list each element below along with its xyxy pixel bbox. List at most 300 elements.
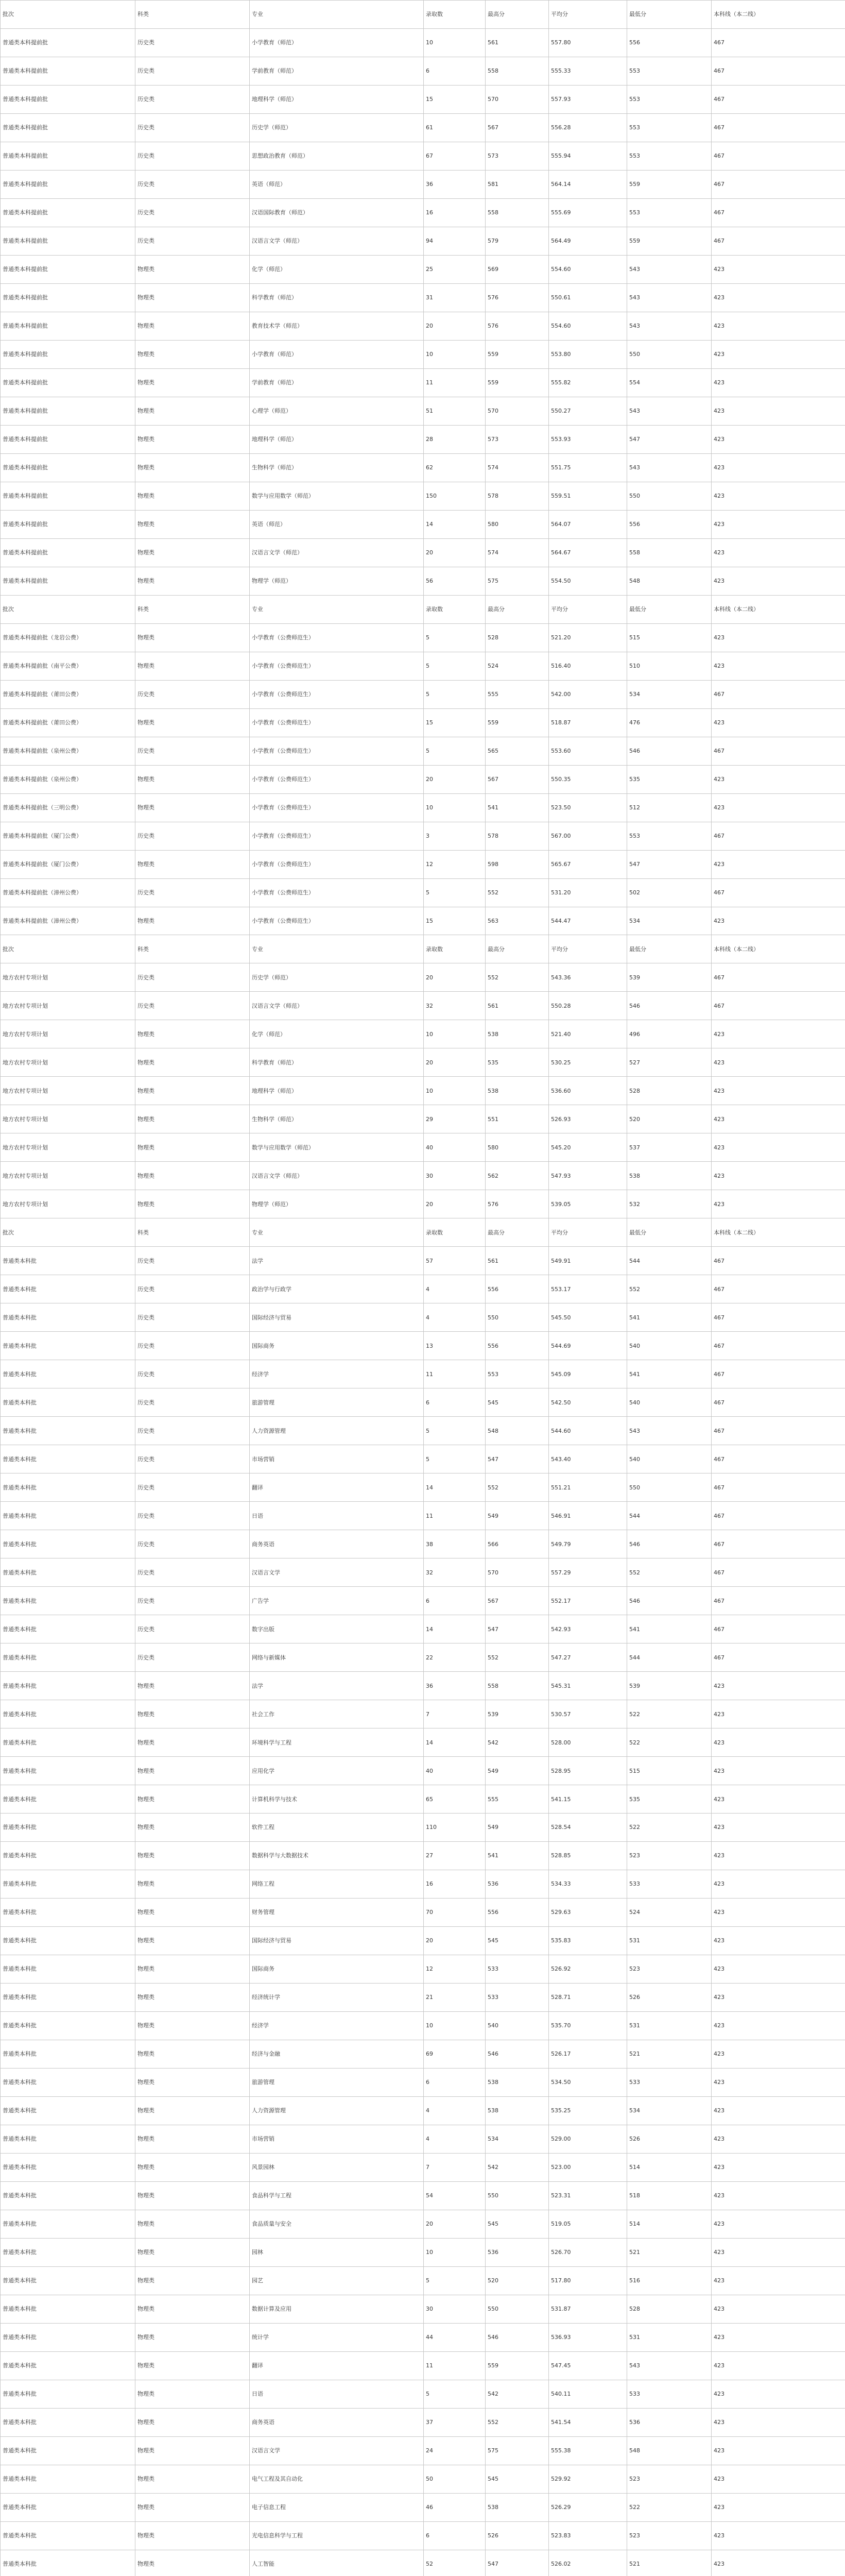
table-row (1, 2210, 845, 2238)
category-cell: 历史类 (135, 680, 250, 708)
table-row (1, 1303, 845, 1332)
major-cell: 市场营销 (250, 2125, 424, 2153)
max-score-cell: 538 (486, 2493, 549, 2521)
category-cell: 历史类 (135, 198, 250, 227)
cutoff-line-cell: 423 (712, 453, 845, 482)
major-cell: 经济与金融 (250, 2040, 424, 2068)
column-header-max-score: 最高分 (486, 1218, 549, 1247)
major-cell: 小学教育（公费师范生） (250, 652, 424, 680)
batch-cell: 普通类本科批 (1, 1473, 135, 1502)
min-score-cell: 553 (627, 85, 712, 113)
column-header-batch: 批次 (1, 1218, 135, 1247)
avg-score-cell: 546.91 (549, 1502, 627, 1530)
table-body (1, 1, 845, 2576)
max-score-cell: 555 (486, 1785, 549, 1814)
table-row (1, 680, 845, 708)
category-cell: 物理类 (135, 793, 250, 822)
major-cell: 心理学（师范） (250, 397, 424, 425)
table-row (1, 1955, 845, 1983)
table-row (1, 198, 845, 227)
column-header-major: 专业 (250, 1218, 424, 1247)
max-score-cell: 567 (486, 765, 549, 793)
min-score-cell: 540 (627, 1332, 712, 1360)
table-row (1, 1898, 845, 1926)
admitted-count-cell: 5 (424, 652, 486, 680)
table-row (1, 2436, 845, 2465)
table-row (1, 1672, 845, 1700)
major-cell: 社会工作 (250, 1700, 424, 1728)
batch-cell: 普通类本科提前批 (1, 340, 135, 368)
max-score-cell: 552 (486, 963, 549, 992)
table-row (1, 283, 845, 312)
cutoff-line-cell: 467 (712, 227, 845, 255)
cutoff-line-cell: 423 (712, 1048, 845, 1077)
batch-cell: 普通类本科批 (1, 2153, 135, 2181)
avg-score-cell: 521.20 (549, 623, 627, 652)
table-row (1, 623, 845, 652)
table-row (1, 2238, 845, 2266)
table-row (1, 538, 845, 567)
section-header-row (1, 595, 845, 623)
min-score-cell: 533 (627, 1870, 712, 1898)
batch-cell: 普通类本科批 (1, 2521, 135, 2550)
batch-cell: 普通类本科批 (1, 1926, 135, 1955)
column-header-major: 专业 (250, 595, 424, 623)
column-header-avg-score: 平均分 (549, 1218, 627, 1247)
major-cell: 数据计算及应用 (250, 2295, 424, 2323)
avg-score-cell: 518.87 (549, 708, 627, 737)
table-row (1, 2266, 845, 2295)
max-score-cell: 573 (486, 425, 549, 453)
min-score-cell: 527 (627, 1048, 712, 1077)
column-header-admitted-count: 录取数 (424, 935, 486, 963)
min-score-cell: 539 (627, 963, 712, 992)
category-cell: 历史类 (135, 1360, 250, 1388)
batch-cell: 普通类本科提前批 (1, 425, 135, 453)
admitted-count-cell: 25 (424, 255, 486, 283)
admitted-count-cell: 11 (424, 1502, 486, 1530)
admitted-count-cell: 4 (424, 1275, 486, 1303)
avg-score-cell: 534.50 (549, 2068, 627, 2096)
table-row (1, 765, 845, 793)
max-score-cell: 538 (486, 1077, 549, 1105)
table-row (1, 1247, 845, 1275)
admitted-count-cell: 20 (424, 538, 486, 567)
max-score-cell: 548 (486, 1417, 549, 1445)
min-score-cell: 537 (627, 1133, 712, 1162)
avg-score-cell: 535.25 (549, 2096, 627, 2125)
min-score-cell: 534 (627, 907, 712, 935)
avg-score-cell: 564.14 (549, 170, 627, 198)
max-score-cell: 574 (486, 538, 549, 567)
min-score-cell: 523 (627, 1841, 712, 1870)
avg-score-cell: 547.93 (549, 1162, 627, 1190)
batch-cell: 普通类本科提前批 (1, 85, 135, 113)
max-score-cell: 542 (486, 1728, 549, 1757)
max-score-cell: 534 (486, 2125, 549, 2153)
table-row (1, 57, 845, 85)
cutoff-line-cell: 423 (712, 1870, 845, 1898)
min-score-cell: 553 (627, 198, 712, 227)
column-header-cutoff-line: 本科线（本二线） (712, 1218, 845, 1247)
batch-cell: 地方农村专项计划 (1, 1077, 135, 1105)
max-score-cell: 549 (486, 1502, 549, 1530)
batch-cell: 普通类本科批 (1, 1417, 135, 1445)
table-row (1, 1133, 845, 1162)
max-score-cell: 559 (486, 340, 549, 368)
max-score-cell: 576 (486, 1190, 549, 1218)
category-cell: 物理类 (135, 368, 250, 397)
table-row (1, 113, 845, 142)
cutoff-line-cell: 423 (712, 1728, 845, 1757)
avg-score-cell: 523.00 (549, 2153, 627, 2181)
table-row (1, 1020, 845, 1048)
avg-score-cell: 553.93 (549, 425, 627, 453)
table-row (1, 1983, 845, 2011)
admitted-count-cell: 10 (424, 340, 486, 368)
avg-score-cell: 564.49 (549, 227, 627, 255)
min-score-cell: 522 (627, 1728, 712, 1757)
category-cell: 物理类 (135, 255, 250, 283)
category-cell: 历史类 (135, 1417, 250, 1445)
category-cell: 历史类 (135, 227, 250, 255)
major-cell: 小学教育（公费师范生） (250, 850, 424, 878)
max-score-cell: 570 (486, 1558, 549, 1587)
batch-cell: 普通类本科批 (1, 2351, 135, 2380)
category-cell: 物理类 (135, 567, 250, 595)
admitted-count-cell: 10 (424, 1020, 486, 1048)
cutoff-line-cell: 423 (712, 708, 845, 737)
section-header-row (1, 935, 845, 963)
admitted-count-cell: 51 (424, 397, 486, 425)
category-cell: 物理类 (135, 1785, 250, 1814)
column-header-avg-score: 平均分 (549, 935, 627, 963)
major-cell: 英语（师范） (250, 510, 424, 538)
avg-score-cell: 543.40 (549, 1445, 627, 1473)
table-row (1, 1445, 845, 1473)
avg-score-cell: 529.63 (549, 1898, 627, 1926)
batch-cell: 普通类本科批 (1, 1303, 135, 1332)
admitted-count-cell: 13 (424, 1332, 486, 1360)
max-score-cell: 567 (486, 1587, 549, 1615)
category-cell: 物理类 (135, 2521, 250, 2550)
max-score-cell: 561 (486, 992, 549, 1020)
max-score-cell: 540 (486, 2011, 549, 2040)
admitted-count-cell: 11 (424, 2351, 486, 2380)
cutoff-line-cell: 423 (712, 2181, 845, 2210)
max-score-cell: 551 (486, 1105, 549, 1133)
max-score-cell: 556 (486, 1275, 549, 1303)
table-row (1, 255, 845, 283)
cutoff-line-cell: 423 (712, 1841, 845, 1870)
table-row (1, 1785, 845, 1814)
batch-cell: 普通类本科提前批 (1, 170, 135, 198)
major-cell: 经济统计学 (250, 1983, 424, 2011)
avg-score-cell: 557.93 (549, 85, 627, 113)
major-cell: 法学 (250, 1672, 424, 1700)
major-cell: 国际经济与贸易 (250, 1926, 424, 1955)
min-score-cell: 546 (627, 1587, 712, 1615)
category-cell: 物理类 (135, 2550, 250, 2576)
cutoff-line-cell: 467 (712, 1247, 845, 1275)
avg-score-cell: 551.21 (549, 1473, 627, 1502)
batch-cell: 普通类本科提前批（泉州公费） (1, 737, 135, 765)
avg-score-cell: 544.69 (549, 1332, 627, 1360)
batch-cell: 普通类本科批 (1, 2465, 135, 2493)
min-score-cell: 524 (627, 1898, 712, 1926)
admitted-count-cell: 37 (424, 2408, 486, 2436)
min-score-cell: 531 (627, 2323, 712, 2351)
admitted-count-cell: 5 (424, 878, 486, 907)
major-cell: 小学教育（公费师范生） (250, 708, 424, 737)
category-cell: 物理类 (135, 2068, 250, 2096)
min-score-cell: 534 (627, 680, 712, 708)
cutoff-line-cell: 423 (712, 2153, 845, 2181)
category-cell: 物理类 (135, 2323, 250, 2351)
cutoff-line-cell: 467 (712, 878, 845, 907)
min-score-cell: 556 (627, 28, 712, 57)
column-header-cutoff-line: 本科线（本二线） (712, 1, 845, 29)
admitted-count-cell: 10 (424, 2011, 486, 2040)
category-cell: 物理类 (135, 482, 250, 510)
batch-cell: 普通类本科批 (1, 2068, 135, 2096)
batch-cell: 普通类本科批 (1, 1388, 135, 1417)
table-row (1, 85, 845, 113)
table-row (1, 2493, 845, 2521)
admitted-count-cell: 15 (424, 907, 486, 935)
cutoff-line-cell: 467 (712, 28, 845, 57)
min-score-cell: 528 (627, 2295, 712, 2323)
avg-score-cell: 536.60 (549, 1077, 627, 1105)
max-score-cell: 547 (486, 2550, 549, 2576)
avg-score-cell: 545.31 (549, 1672, 627, 1700)
min-score-cell: 523 (627, 2521, 712, 2550)
table-row (1, 1473, 845, 1502)
admitted-count-cell: 5 (424, 623, 486, 652)
category-cell: 物理类 (135, 538, 250, 567)
category-cell: 历史类 (135, 142, 250, 170)
max-score-cell: 535 (486, 1048, 549, 1077)
max-score-cell: 578 (486, 822, 549, 850)
cutoff-line-cell: 467 (712, 198, 845, 227)
max-score-cell: 549 (486, 1757, 549, 1785)
cutoff-line-cell: 467 (712, 1303, 845, 1332)
category-cell: 物理类 (135, 1841, 250, 1870)
column-header-max-score: 最高分 (486, 1, 549, 29)
batch-cell: 普通类本科批 (1, 1502, 135, 1530)
major-cell: 汉语言文学（师范） (250, 538, 424, 567)
major-cell: 小学教育（公费师范生） (250, 822, 424, 850)
cutoff-line-cell: 423 (712, 1983, 845, 2011)
major-cell: 翻译 (250, 2351, 424, 2380)
max-score-cell: 533 (486, 1955, 549, 1983)
cutoff-line-cell: 423 (712, 2210, 845, 2238)
admitted-count-cell: 24 (424, 2436, 486, 2465)
major-cell: 小学教育（公费师范生） (250, 680, 424, 708)
avg-score-cell: 545.20 (549, 1133, 627, 1162)
avg-score-cell: 526.93 (549, 1105, 627, 1133)
admitted-count-cell: 16 (424, 198, 486, 227)
min-score-cell: 531 (627, 1926, 712, 1955)
min-score-cell: 543 (627, 283, 712, 312)
batch-cell: 普通类本科提前批 (1, 57, 135, 85)
min-score-cell: 541 (627, 1303, 712, 1332)
major-cell: 国际经济与贸易 (250, 1303, 424, 1332)
batch-cell: 普通类本科批 (1, 2266, 135, 2295)
cutoff-line-cell: 423 (712, 2323, 845, 2351)
min-score-cell: 518 (627, 2181, 712, 2210)
category-cell: 物理类 (135, 312, 250, 340)
min-score-cell: 496 (627, 1020, 712, 1048)
table-row (1, 142, 845, 170)
min-score-cell: 547 (627, 850, 712, 878)
category-cell: 物理类 (135, 1898, 250, 1926)
min-score-cell: 526 (627, 2125, 712, 2153)
category-cell: 历史类 (135, 737, 250, 765)
major-cell: 园林 (250, 2238, 424, 2266)
major-cell: 地理科学（师范） (250, 425, 424, 453)
min-score-cell: 535 (627, 1785, 712, 1814)
max-score-cell: 578 (486, 482, 549, 510)
avg-score-cell: 540.11 (549, 2380, 627, 2408)
column-header-batch: 批次 (1, 1, 135, 29)
admitted-count-cell: 15 (424, 85, 486, 113)
major-cell: 数学与应用数学（师范） (250, 482, 424, 510)
min-score-cell: 523 (627, 2465, 712, 2493)
table-row (1, 2040, 845, 2068)
category-cell: 物理类 (135, 1700, 250, 1728)
cutoff-line-cell: 423 (712, 1700, 845, 1728)
table-row (1, 2408, 845, 2436)
max-score-cell: 576 (486, 283, 549, 312)
category-cell: 物理类 (135, 1926, 250, 1955)
batch-cell: 普通类本科批 (1, 1587, 135, 1615)
max-score-cell: 555 (486, 680, 549, 708)
avg-score-cell: 544.47 (549, 907, 627, 935)
avg-score-cell: 528.95 (549, 1757, 627, 1785)
min-score-cell: 543 (627, 453, 712, 482)
batch-cell: 普通类本科批 (1, 1728, 135, 1757)
cutoff-line-cell: 423 (712, 397, 845, 425)
avg-score-cell: 526.02 (549, 2550, 627, 2576)
cutoff-line-cell: 423 (712, 2238, 845, 2266)
table-row (1, 793, 845, 822)
avg-score-cell: 541.15 (549, 1785, 627, 1814)
category-cell: 物理类 (135, 907, 250, 935)
category-cell: 物理类 (135, 1757, 250, 1785)
category-cell: 历史类 (135, 992, 250, 1020)
major-cell: 统计学 (250, 2323, 424, 2351)
admitted-count-cell: 5 (424, 1445, 486, 1473)
admitted-count-cell: 65 (424, 1785, 486, 1814)
max-score-cell: 565 (486, 737, 549, 765)
admitted-count-cell: 7 (424, 1700, 486, 1728)
avg-score-cell: 543.36 (549, 963, 627, 992)
table-row (1, 1417, 845, 1445)
batch-cell: 普通类本科提前批 (1, 538, 135, 567)
batch-cell: 普通类本科批 (1, 1530, 135, 1558)
min-score-cell: 558 (627, 538, 712, 567)
max-score-cell: 580 (486, 1133, 549, 1162)
min-score-cell: 522 (627, 1700, 712, 1728)
admitted-count-cell: 20 (424, 312, 486, 340)
cutoff-line-cell: 467 (712, 1558, 845, 1587)
cutoff-line-cell: 467 (712, 822, 845, 850)
avg-score-cell: 528.54 (549, 1814, 627, 1842)
max-score-cell: 526 (486, 2521, 549, 2550)
min-score-cell: 554 (627, 368, 712, 397)
admitted-count-cell: 22 (424, 1643, 486, 1672)
avg-score-cell: 528.71 (549, 1983, 627, 2011)
table-row (1, 2550, 845, 2576)
cutoff-line-cell: 467 (712, 1275, 845, 1303)
max-score-cell: 552 (486, 878, 549, 907)
avg-score-cell: 553.80 (549, 340, 627, 368)
admitted-count-cell: 30 (424, 1162, 486, 1190)
category-cell: 历史类 (135, 1388, 250, 1417)
max-score-cell: 533 (486, 1983, 549, 2011)
major-cell: 化学（师范） (250, 255, 424, 283)
admitted-count-cell: 94 (424, 227, 486, 255)
batch-cell: 普通类本科提前批 (1, 397, 135, 425)
admitted-count-cell: 21 (424, 1983, 486, 2011)
batch-cell: 普通类本科提前批（泉州公费） (1, 765, 135, 793)
table-row (1, 2380, 845, 2408)
admitted-count-cell: 16 (424, 1870, 486, 1898)
batch-cell: 普通类本科批 (1, 1332, 135, 1360)
min-score-cell: 515 (627, 623, 712, 652)
category-cell: 物理类 (135, 1955, 250, 1983)
category-cell: 物理类 (135, 765, 250, 793)
major-cell: 汉语言文学 (250, 1558, 424, 1587)
cutoff-line-cell: 423 (712, 1020, 845, 1048)
major-cell: 科学教育（师范） (250, 1048, 424, 1077)
category-cell: 历史类 (135, 1502, 250, 1530)
avg-score-cell: 526.92 (549, 1955, 627, 1983)
batch-cell: 普通类本科提前批 (1, 510, 135, 538)
column-header-max-score: 最高分 (486, 595, 549, 623)
avg-score-cell: 553.60 (549, 737, 627, 765)
major-cell: 计算机科学与技术 (250, 1785, 424, 1814)
category-cell: 物理类 (135, 510, 250, 538)
avg-score-cell: 535.83 (549, 1926, 627, 1955)
category-cell: 物理类 (135, 1020, 250, 1048)
max-score-cell: 570 (486, 397, 549, 425)
batch-cell: 普通类本科批 (1, 2323, 135, 2351)
category-cell: 历史类 (135, 113, 250, 142)
cutoff-line-cell: 467 (712, 992, 845, 1020)
category-cell: 历史类 (135, 1303, 250, 1332)
table-row (1, 1388, 845, 1417)
avg-score-cell: 517.80 (549, 2266, 627, 2295)
table-row (1, 708, 845, 737)
cutoff-line-cell: 467 (712, 170, 845, 198)
cutoff-line-cell: 467 (712, 1473, 845, 1502)
batch-cell: 普通类本科批 (1, 2040, 135, 2068)
avg-score-cell: 564.07 (549, 510, 627, 538)
avg-score-cell: 565.67 (549, 850, 627, 878)
batch-cell: 普通类本科批 (1, 1615, 135, 1643)
avg-score-cell: 557.80 (549, 28, 627, 57)
batch-cell: 地方农村专项计划 (1, 963, 135, 992)
table-row (1, 1048, 845, 1077)
cutoff-line-cell: 467 (712, 1388, 845, 1417)
batch-cell: 普通类本科批 (1, 2408, 135, 2436)
table-row (1, 2181, 845, 2210)
batch-cell: 普通类本科提前批 (1, 312, 135, 340)
batch-cell: 普通类本科提前批 (1, 28, 135, 57)
admitted-count-cell: 57 (424, 1247, 486, 1275)
